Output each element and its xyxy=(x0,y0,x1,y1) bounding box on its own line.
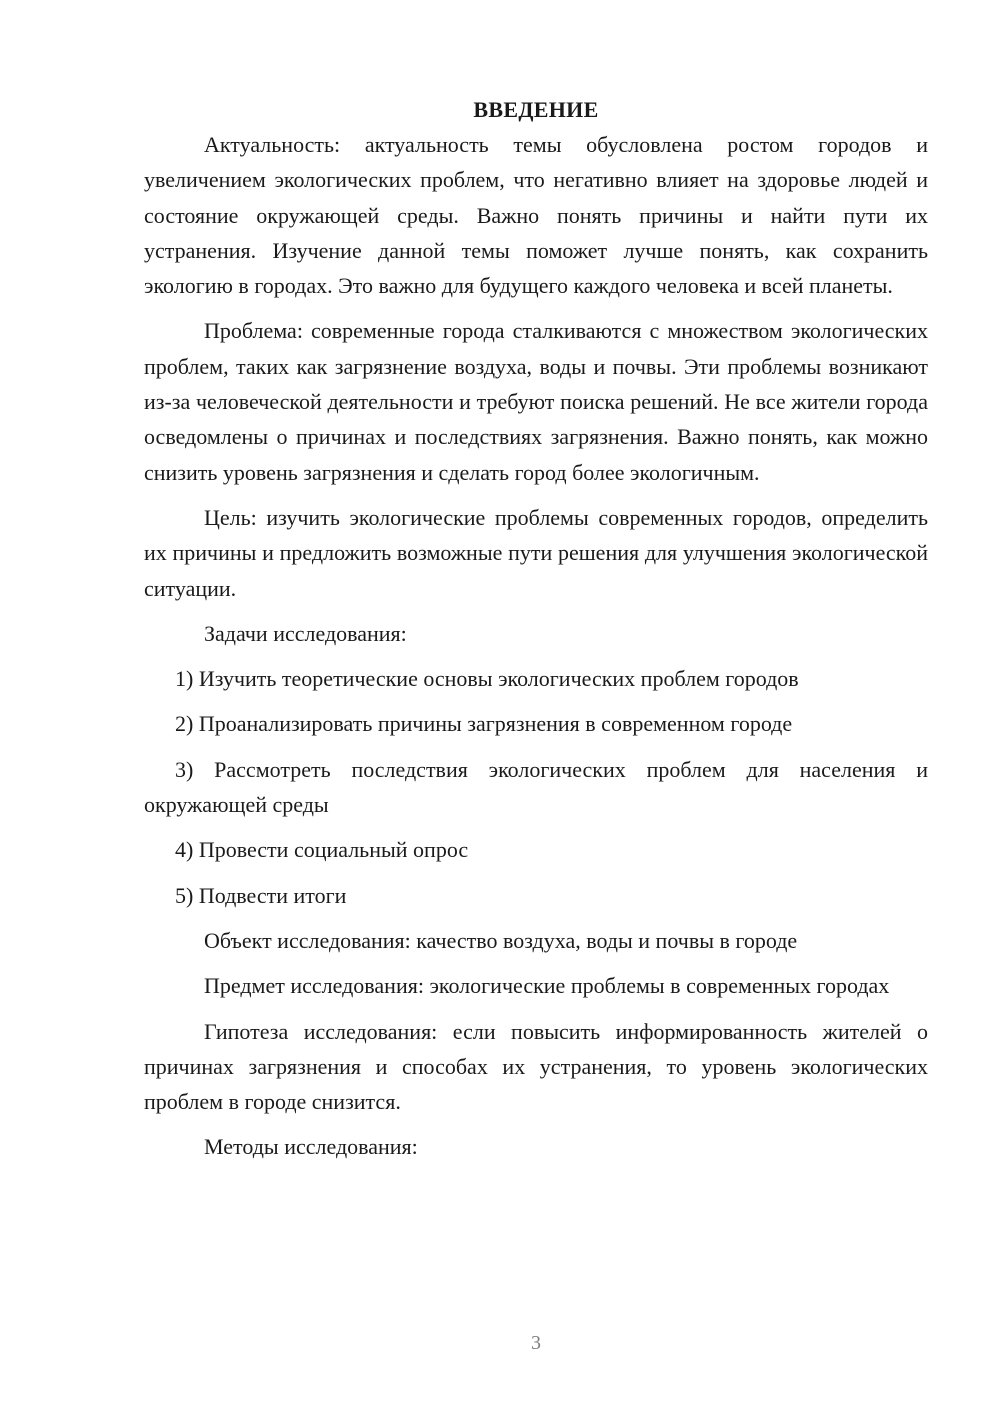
task-item: 3) Рассмотреть последствия экологических проблем для населения и окружающей среды xyxy=(144,756,928,818)
tasks-list xyxy=(144,661,928,913)
hypothesis-paragraph: Гипотеза исследования: если повысить информированность жителей о причинах загрязнения и способах их устранения, то уровень экологических проблем в городе снизится. xyxy=(144,1018,928,1115)
page-title: ВВЕДЕНИЕ xyxy=(473,97,599,122)
relevance-paragraph: Актуальность: актуальность темы обусловлена ростом городов и увеличением экологических проблем, что негативно влияет на здоровье людей и состояние окружающей среды. Важно понять причины и найти пути их устранения. Изучение данной темы поможет лучше понять, как сохранить экологию в городах. Это важно для будущего каждого человека и всей планеты. xyxy=(144,132,928,299)
methods-heading: Методы исследования: xyxy=(204,1134,418,1160)
object-paragraph: Объект исследования: качество воздуха, воды и почвы в городе xyxy=(204,927,798,953)
problem-paragraph: Проблема: современные города сталкиваются с множеством экологических проблем, таких как загрязнение воздуха, воды и почвы. Эти проблемы возникают из-за человеческой деятельности и требуют поиска решений. Не все жители города осведомлены о причинах и последствиях загрязнения. Важно понять, как можно снизить уровень загрязнения и сделать город более экологичным. xyxy=(144,318,928,485)
goal-paragraph: Цель: изучить экологические проблемы современных городов, определить их причины и предложить возможные пути решения для улучшения экологической ситуации. xyxy=(144,504,928,601)
task-item: 1) Изучить теоретические основы экологических проблем городов xyxy=(175,666,799,692)
page-number: 3 xyxy=(531,1332,541,1354)
task-item: 4) Провести социальный опрос xyxy=(175,837,469,863)
task-item: 5) Подвести итоги xyxy=(175,882,347,908)
subject-paragraph: Предмет исследования: экологические проблемы в современных городах xyxy=(204,973,890,999)
page-content xyxy=(144,92,928,1175)
task-item: 2) Проанализировать причины загрязнения в современном городе xyxy=(175,711,793,737)
tasks-heading: Задачи исследования: xyxy=(204,620,407,646)
